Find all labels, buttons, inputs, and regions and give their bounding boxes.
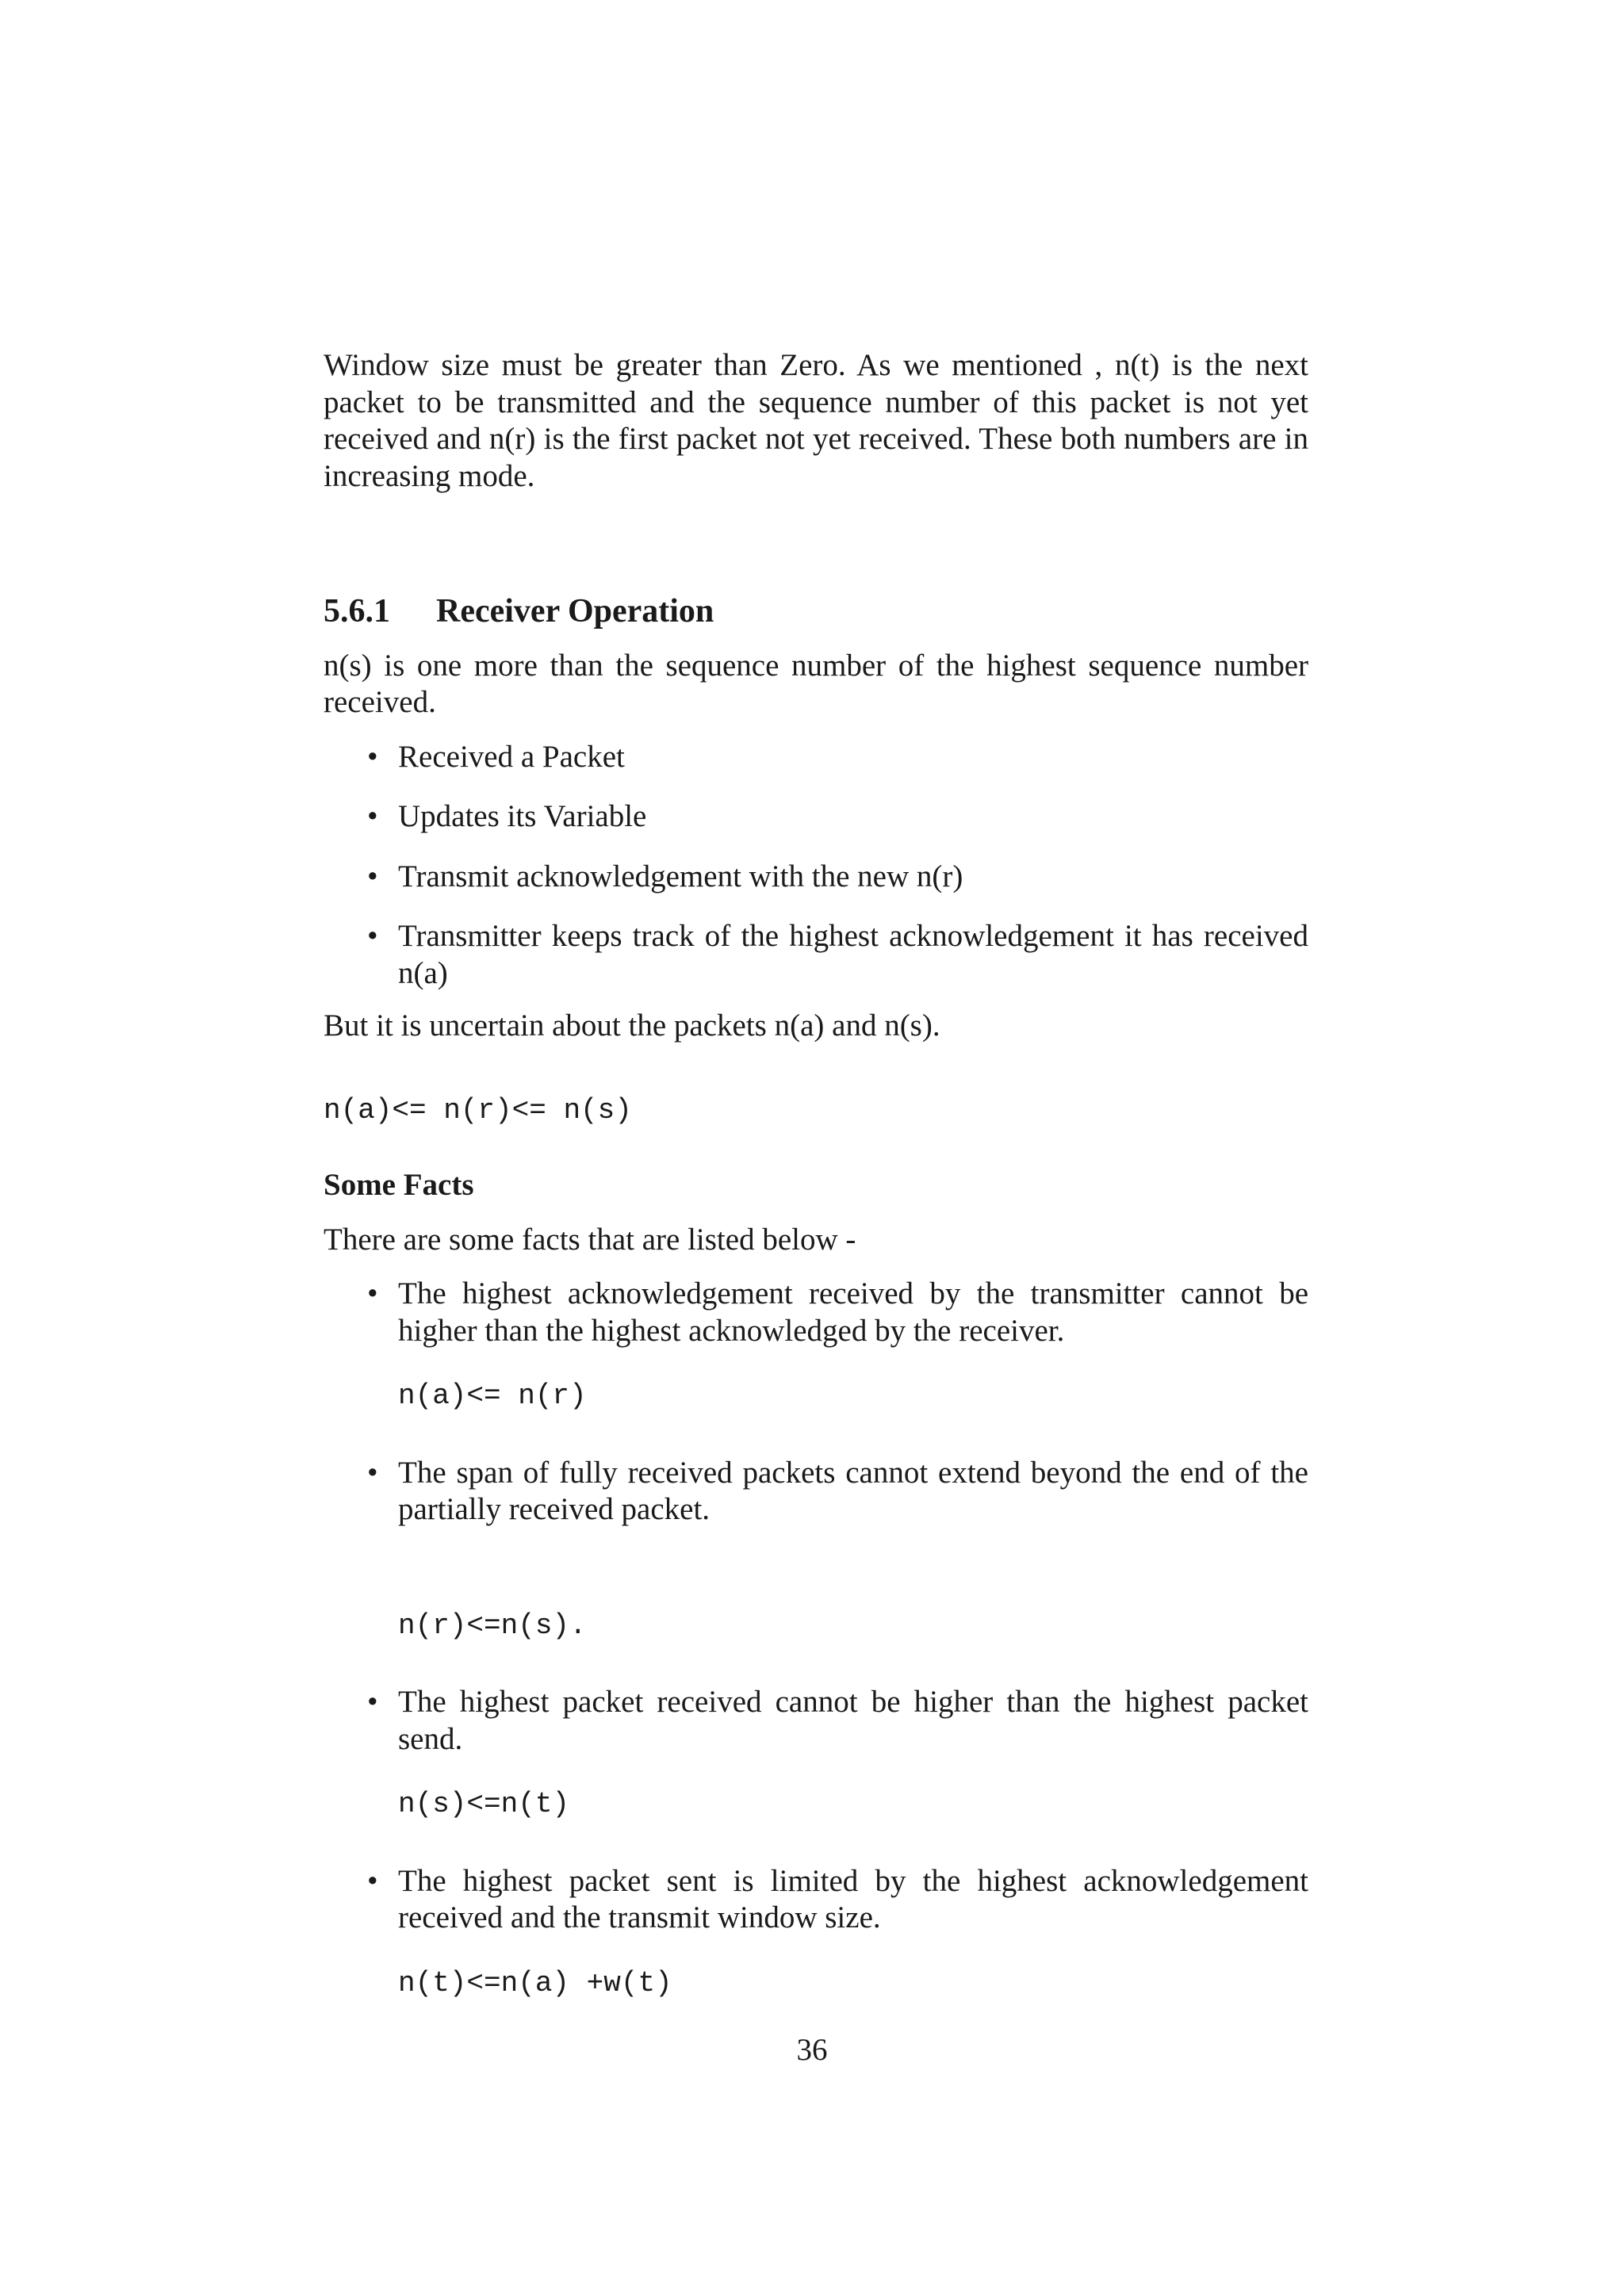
list-item: • The highest packet received cannot be higher than the highest packet send. n(s)<=n(t) bbox=[324, 1684, 1308, 1823]
fact-code: n(s)<=n(t) bbox=[398, 1788, 570, 1820]
list-item: • The span of fully received packets cannot extend beyond the end of the partially received packet. n(r)<=n(s). bbox=[324, 1455, 1308, 1645]
section-heading bbox=[324, 593, 1308, 630]
fact-code: n(a)<= n(r) bbox=[398, 1380, 587, 1412]
bullet-icon: • bbox=[367, 799, 378, 833]
list-item: • Received a Packet bbox=[324, 739, 1308, 776]
bullet-icon: • bbox=[367, 919, 378, 953]
page-body bbox=[324, 347, 1308, 2002]
facts-intro: There are some facts that are listed below - bbox=[324, 1222, 856, 1257]
bullet-icon: • bbox=[367, 1276, 378, 1311]
fact-code: n(r)<=n(s). bbox=[398, 1609, 587, 1642]
list-item: • Transmitter keeps track of the highest acknowledgement it has received n(a) bbox=[367, 919, 1308, 990]
bullet-icon: • bbox=[367, 1863, 378, 1898]
page-number: 36 bbox=[796, 2033, 828, 2067]
section-title: Receiver Operation bbox=[436, 593, 714, 629]
facts-heading: Some Facts bbox=[324, 1168, 474, 1202]
intro-paragraph: Window size must be greater than Zero. As we mentioned , n(t) is the next packet to be transmitted and the sequence number of this packet is not yet received and n(r) is the first packet not yet received. These both numbers are in increasing mode. bbox=[324, 348, 1308, 493]
bullet-icon: • bbox=[367, 1455, 378, 1490]
bullet-icon: • bbox=[367, 1685, 378, 1719]
facts-list bbox=[324, 1276, 1308, 2002]
fact-code: n(t)<=n(a) +w(t) bbox=[398, 1966, 672, 1999]
section-number: 5.6.1 bbox=[324, 593, 390, 629]
bullet-icon: • bbox=[367, 859, 378, 894]
list-item: • Transmit acknowledgement with the new n(r) bbox=[324, 859, 1308, 896]
receiver-steps-list bbox=[324, 739, 1308, 993]
bullet-icon: • bbox=[367, 739, 378, 774]
list-item: • The highest acknowledgement received by the transmitter cannot be higher than the highest acknowledged by the receiver. n(a)<= n(r) bbox=[324, 1276, 1308, 1415]
uncertainty-paragraph: But it is uncertain about the packets n(a) and n(s). bbox=[324, 1008, 940, 1043]
list-item: • Updates its Variable bbox=[324, 798, 1308, 836]
list-item: • The highest packet sent is limited by the highest acknowledgement received and the transmit window size. n(t)<=n(a) +w(t) bbox=[324, 1863, 1308, 2003]
inequality-code: n(a)<= n(r)<= n(s) bbox=[324, 1093, 632, 1127]
section-paragraph: n(s) is one more than the sequence number of the highest sequence number received. bbox=[324, 648, 1308, 719]
